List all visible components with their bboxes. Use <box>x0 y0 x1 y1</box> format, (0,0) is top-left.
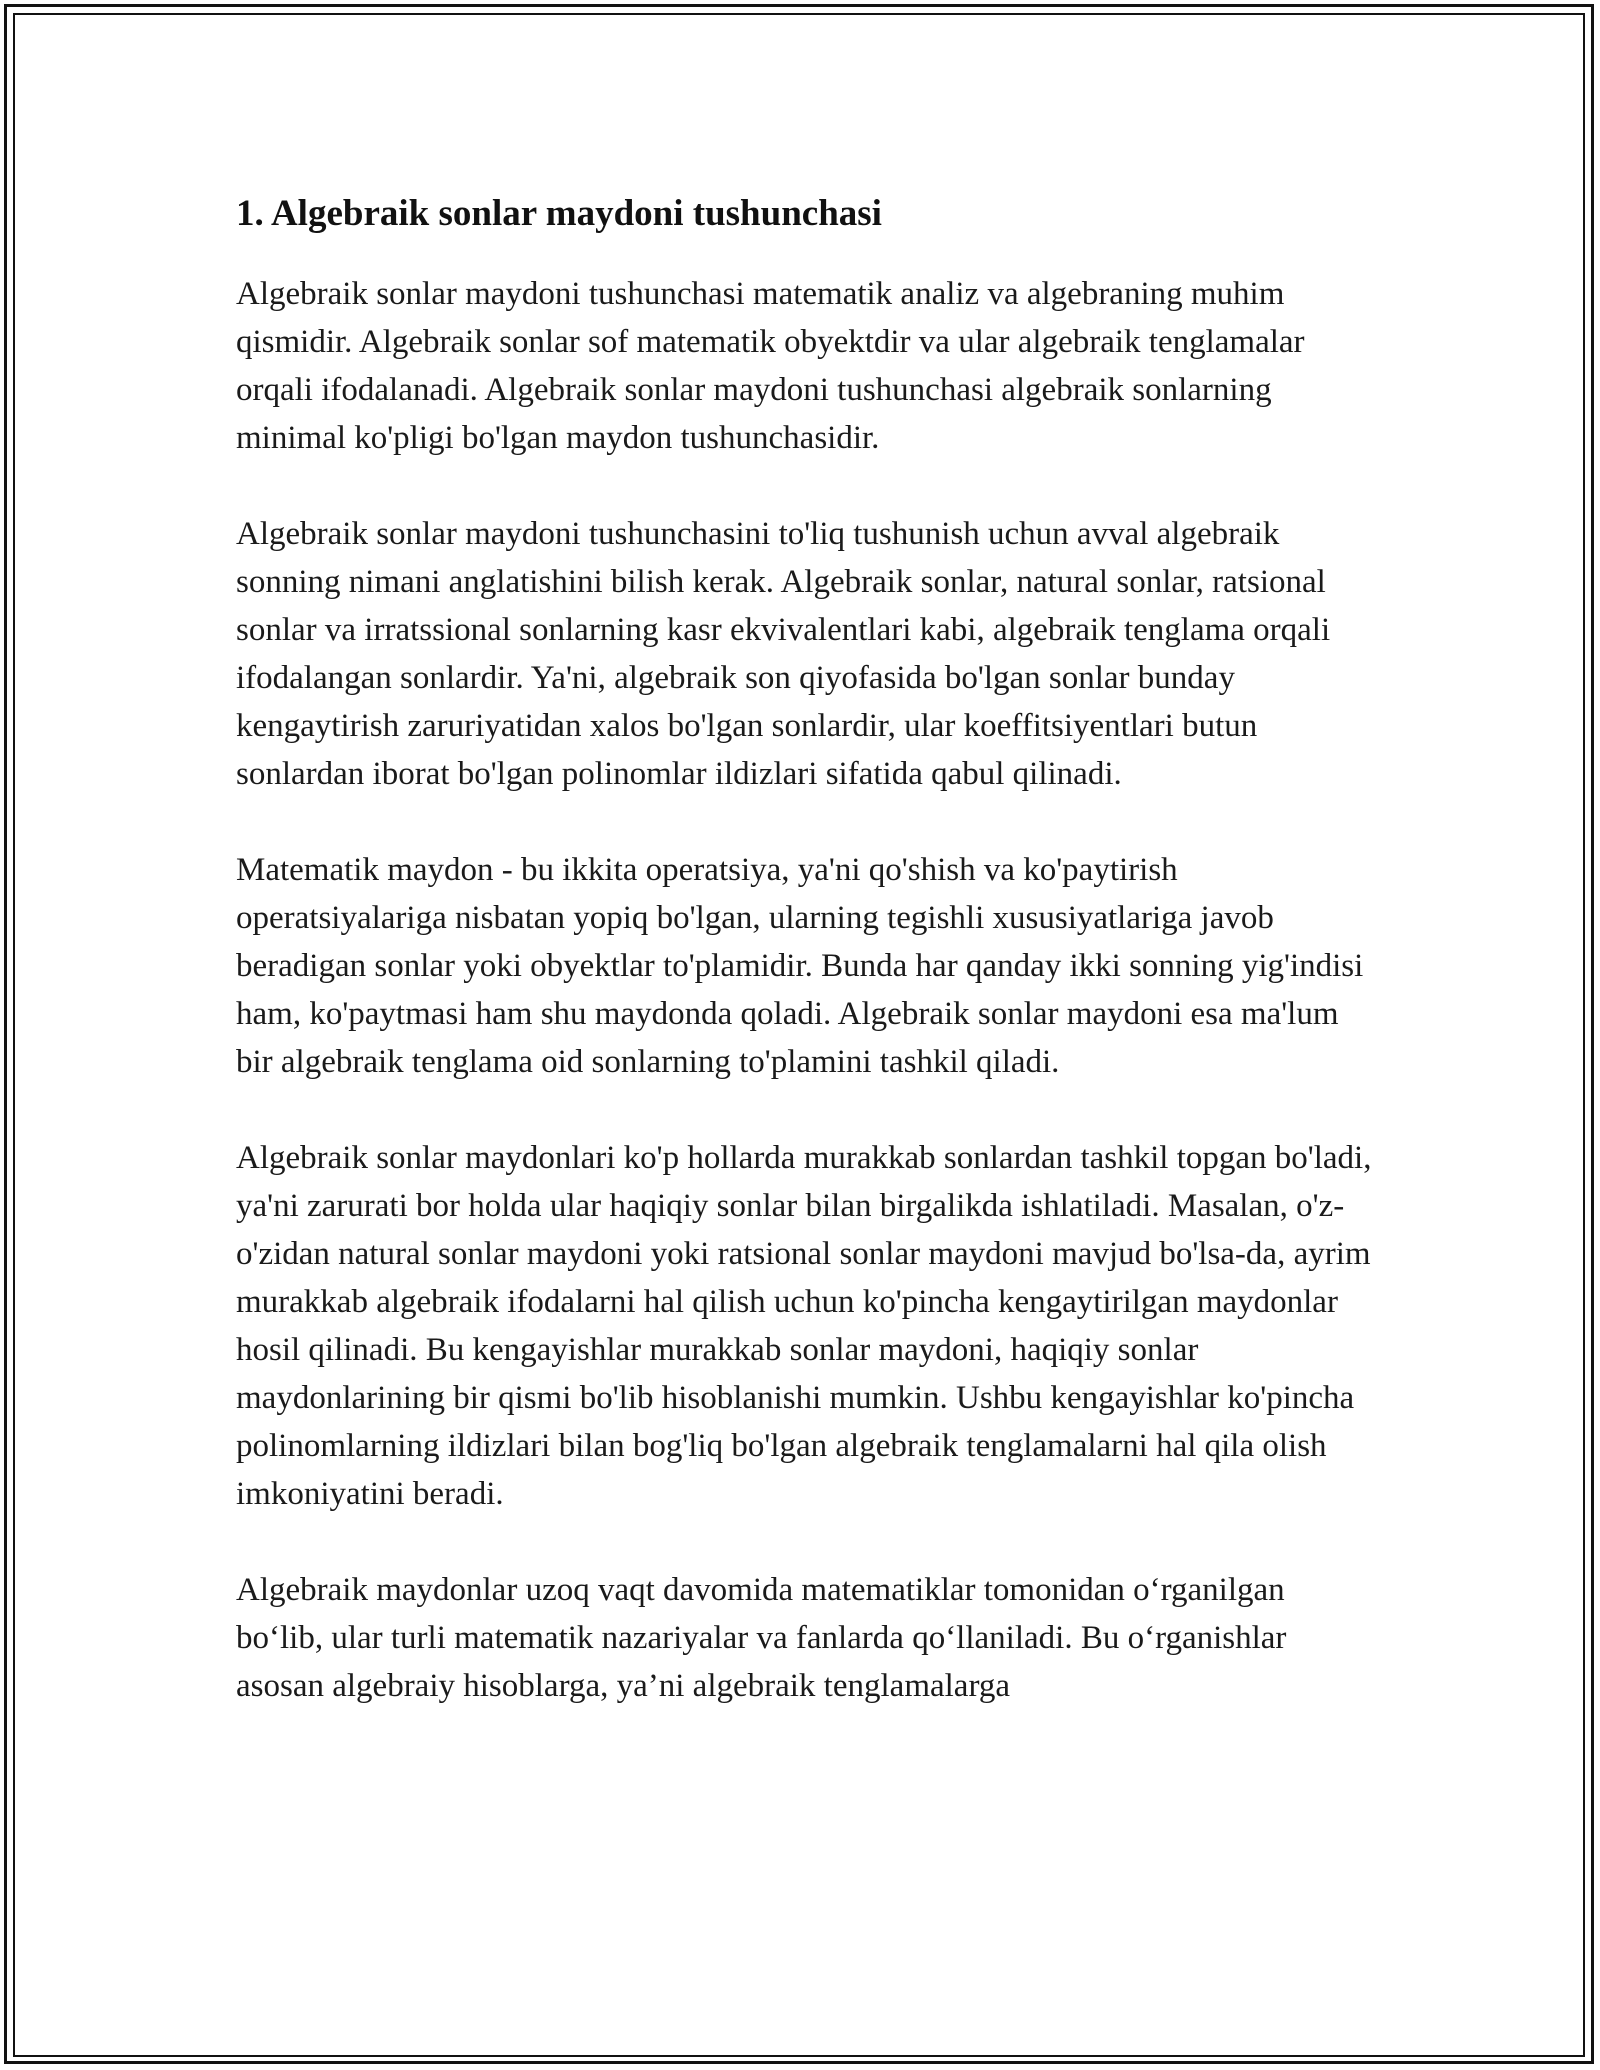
document-body <box>236 182 1376 1758</box>
paragraph-2: Algebraik sonlar maydoni tushunchasini to'liq tushunish uchun avval algebraik sonning nimani anglatishini bilish kerak. Algebraik sonlar, natural sonlar, ratsional sonlar va irratssional sonlarning kasr ekvivalentlari kabi, algebraik tenglama orqali ifodalangan sonlardir. Ya'ni, algebraik son qiyofasida bo'lgan sonlar bunday kengaytirish zaruriyatidan xalos bo'lgan sonlardir, ular koeffitsiyentlari butun sonlardan iborat bo'lgan polinomlar ildizlari sifatida qabul qilinadi. <box>236 516 1331 792</box>
paragraph-4: Algebraik sonlar maydonlari ko'p hollarda murakkab sonlardan tashkil topgan bo'ladi, ya'ni zarurati bor holda ular haqiqiy sonlar bilan birgalikda ishlatiladi. Masalan, o'z-o'zidan natural sonlar maydoni yoki ratsional sonlar maydoni mavjud bo'lsa-da, ayrim murakkab algebraik ifodalarni hal qilish uchun ko'pincha kengaytirilgan maydonlar hosil qilinadi. Bu kengayishlar murakkab sonlar maydoni, haqiqiy sonlar maydonlarining bir qismi bo'lib hisoblanishi mumkin. Ushbu kengayishlar ko'pincha polinomlarning ildizlari bilan bog'liq bo'lgan algebraik tenglamalarni hal qila olish imkoniyatini beradi. <box>236 1140 1372 1512</box>
paragraph-3: Matematik maydon - bu ikkita operatsiya, ya'ni qo'shish va ko'paytirish operatsiyalariga nisbatan yopiq bo'lgan, ularning tegishli xususiyatlariga javob beradigan sonlar yoki obyektlar to'plamidir. Bunda har qanday ikki sonning yig'indisi ham, ko'paytmasi ham shu maydonda qoladi. Algebraik sonlar maydoni esa ma'lum bir algebraik tenglama oid sonlarning to'plamini tashkil qiladi. <box>236 852 1364 1080</box>
paragraph-5: Algebraik maydonlar uzoq vaqt davomida matematiklar tomonidan o‘rganilgan bo‘lib, ular turli matematik nazariyalar va fanlarda qo‘llaniladi. Bu o‘rganishlar asosan algebraiy hisoblarga, ya’ni algebraik tenglamalarga <box>236 1572 1287 1704</box>
paragraph-1: Algebraik sonlar maydoni tushunchasi matematik analiz va algebraning muhim qismidir. Algebraik sonlar sof matematik obyektdir va ular algebraik tenglamalar orqali ifodalanadi. Algebraik sonlar maydoni tushunchasi algebraik sonlarning minimal ko'pligi bo'lgan maydon tushunchasidir. <box>236 276 1305 456</box>
section-heading: 1. Algebraik sonlar maydoni tushunchasi <box>236 193 882 234</box>
